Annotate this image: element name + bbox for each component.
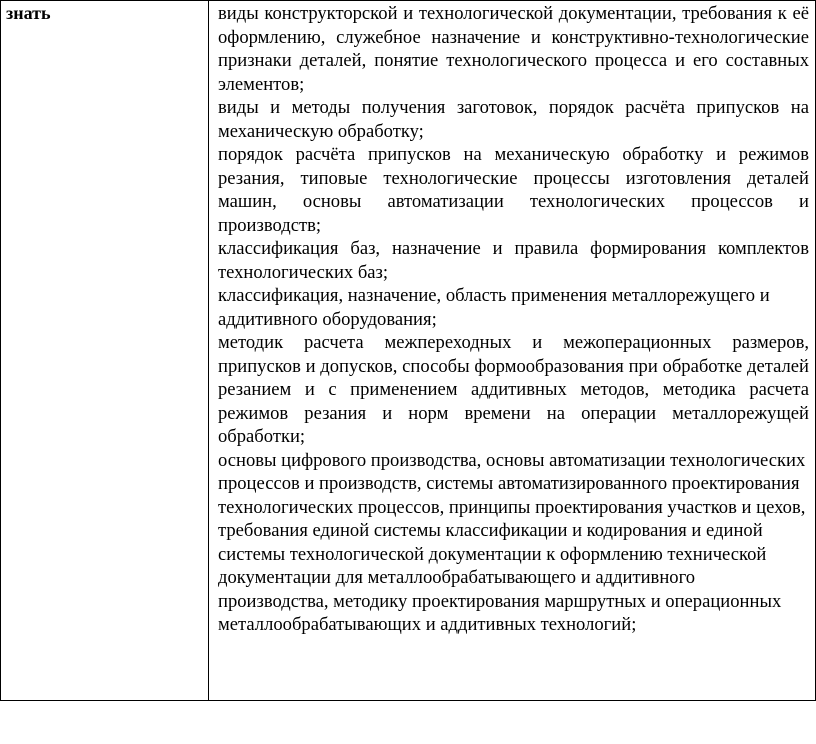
description-content xyxy=(209,1,815,637)
description-paragraph-7: основы цифрового производства, основы автоматизации технологических процессов и производств, системы автоматизированного проектирования технологических процессов, принципы проектирования участков и цехов, требования единой системы классификации и кодирования и единой системы технологической документации к оформлению технической документации для металлообрабатывающего и аддитивного производства, методику проектирования маршрутных и операционных металлообрабатывающих и аддитивных технологий; xyxy=(218,449,806,635)
description-paragraph-4: классификация баз, назначение и правила формирования комплектов технологических баз; xyxy=(218,238,809,283)
term-label: знать xyxy=(6,3,51,23)
table-row xyxy=(1,1,816,701)
term-cell xyxy=(1,1,209,701)
description-paragraph-6: методик расчета межпереходных и межоперационных размеров, припусков и допусков, способы формообразования при обработке деталей резанием и с применением аддитивных методов, методика расчета режимов резания и норм времени на операции металлорежущей обработки; xyxy=(218,332,809,447)
description-paragraph-1: виды конструкторской и технологической документации, требования к её оформлению, служебное назначение и конструктивно-технологические признаки деталей, понятие технологического процесса и его составных элементов; xyxy=(218,3,809,95)
description-paragraph-3: порядок расчёта припусков на механическую обработку и режимов резания, типовые технологические процессы изготовления деталей машин, основы автоматизации технологических процессов и производств; xyxy=(218,144,809,236)
description-paragraph-2: виды и методы получения заготовок, порядок расчёта припусков на механическую обработку; xyxy=(218,97,809,142)
description-paragraph-5: классификация, назначение, область применения металлорежущего и аддитивного оборудования; xyxy=(218,285,770,330)
description-cell xyxy=(209,1,816,701)
